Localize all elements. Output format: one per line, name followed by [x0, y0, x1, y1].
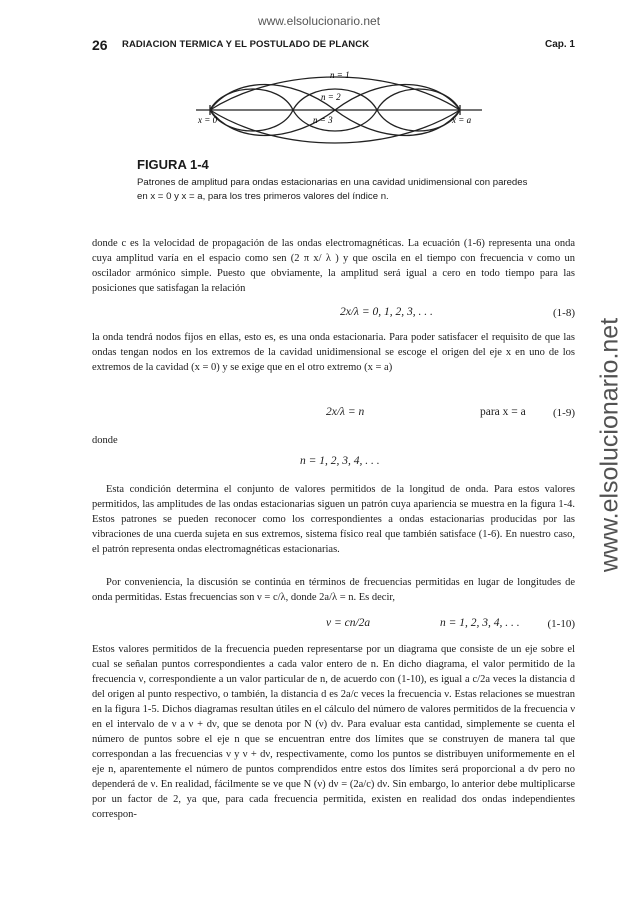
standing-wave-figure: [190, 68, 490, 148]
equation-1-9: 2x/λ = n: [326, 406, 365, 418]
equation-1-9-condition: para x = a: [480, 406, 526, 418]
paragraph-2: la onda tendrá nodos fijos en ellas, esto es, es una onda estacionaria. Para poder satisfacer el requisito de que las ondas tengan nodos en los extremos de la cavidad unidimensional se escoge el origen del eje x en uno de los extremos de la cavidad (x = 0) y se exige que en el otro extremo (x = a): [92, 332, 575, 373]
paragraph-4: Por conveniencia, la discusión se continúa en términos de frecuencias permitidas en lugar de longitudes de onda permitidas. Estas frecuencias son ν = c/λ, donde 2a/λ = n. Es decir,: [92, 577, 575, 603]
running-title: RADIACION TERMICA Y EL POSTULADO DE PLANCK: [122, 39, 370, 50]
watermark-url-side: [590, 280, 630, 610]
paragraph-3: Esta condición determina el conjunto de valores permitidos de la longitud de onda. Para estos valores permitidos, las amplitudes de las ondas estacionarias siguen un patrón cuya apariencia se muestra en la figura 1-4. Estos patrones se pueden reconocer como los correspondientes a ondas estacionarias producidas por las vibraciones de una cuerda sujeta en sus extremos, sistema físico real que también satisface (1-6). En nuestro caso, el patrón representa ondas electromagnéticas estacionarias.: [92, 484, 575, 555]
label-n2: n = 2: [321, 92, 341, 102]
page-header: [92, 38, 575, 54]
chapter-label: Cap. 1: [544, 39, 575, 50]
equation-number-1-8: (1-8): [553, 307, 575, 319]
mode-n1-lower: [210, 110, 460, 143]
equation-1-10-n: n = 1, 2, 3, 4, . . .: [440, 617, 520, 629]
label-n1: n = 1: [330, 70, 350, 80]
label-x0: x = 0: [198, 115, 218, 125]
equation-1-8: 2x/λ = 0, 1, 2, 3, . . .: [340, 306, 433, 318]
label-n3: n = 3: [313, 115, 333, 125]
label-xa: x = a: [452, 115, 472, 125]
equation-number-1-9: (1-9): [553, 407, 575, 419]
equation-1-10: ν = cn/2a: [326, 617, 371, 629]
equation-number-1-10: (1-10): [547, 618, 575, 630]
figure-caption: Patrones de amplitud para ondas estacionarias en una cavidad unidimensional con paredes en x = 0 y x = a, para los tres primeros valores del índice n.: [137, 177, 528, 202]
figure-title: FIGURA 1-4: [137, 157, 209, 172]
watermark-url-top: www.elsolucionario.net: [257, 14, 381, 28]
page-number: 26: [92, 37, 108, 53]
paragraph-5: Estos valores permitidos de la frecuencia pueden representarse por un diagrama que consiste de un eje sobre el cual se señalan puntos correspondientes a cada valor entero de n. En dicho diagrama, el valor permitido de la frecuencia ν, correspondiente a un valor particular de n, de acuerdo con (1-10), es igual a c/2a veces la distancia d del origen al punto respectivo, o también, la distancia d es 2a/c veces la frecuencia ν. Estas relaciones se muestran en la figura 1-5. Dichos diagramas resultan útiles en el cálculo del número de valores permitidos de la frecuencia ν en el intervalo de ν a ν + dν, que se denota por N (ν) dν. Para evaluar esta cantidad, simplemente se cuenta el número de puntos sobre el eje n que se encuentran entre dos límites que se construyen de manera tal que correspondan a las frecuencias ν y ν + dν, respectivamente, como los puntos se distribuyen uniformemente en el eje n, aparentemente el número de puntos comprendidos entre estos dos límites será proporcional a dν pero no dependerá de ν. En realidad, fácilmente se ve que N (ν) dν = (2a/c) dν. Sin embargo, lo anterior debe multiplicarse por un factor de 2, ya que, para cada frecuencia permitida, existen en realidad dos ondas independientes correspon-: [92, 644, 575, 820]
equation-n-values: n = 1, 2, 3, 4, . . .: [300, 455, 380, 467]
donde-word: donde: [92, 435, 118, 446]
paragraph-1: donde c es la velocidad de propagación de las ondas electromagnéticas. La ecuación (1-6) representa una onda cuya amplitud varía en el espacio como sen (2 π x/ λ ) y que oscila en el tiempo con frecuencia ν como un oscilador armónico simple. Puesto que obviamente, la amplitud será igual a cero en todo tiempo para las posiciones que satisfagan la relación: [92, 238, 575, 294]
watermark-side-text: www.elsolucionario.net: [595, 317, 624, 573]
